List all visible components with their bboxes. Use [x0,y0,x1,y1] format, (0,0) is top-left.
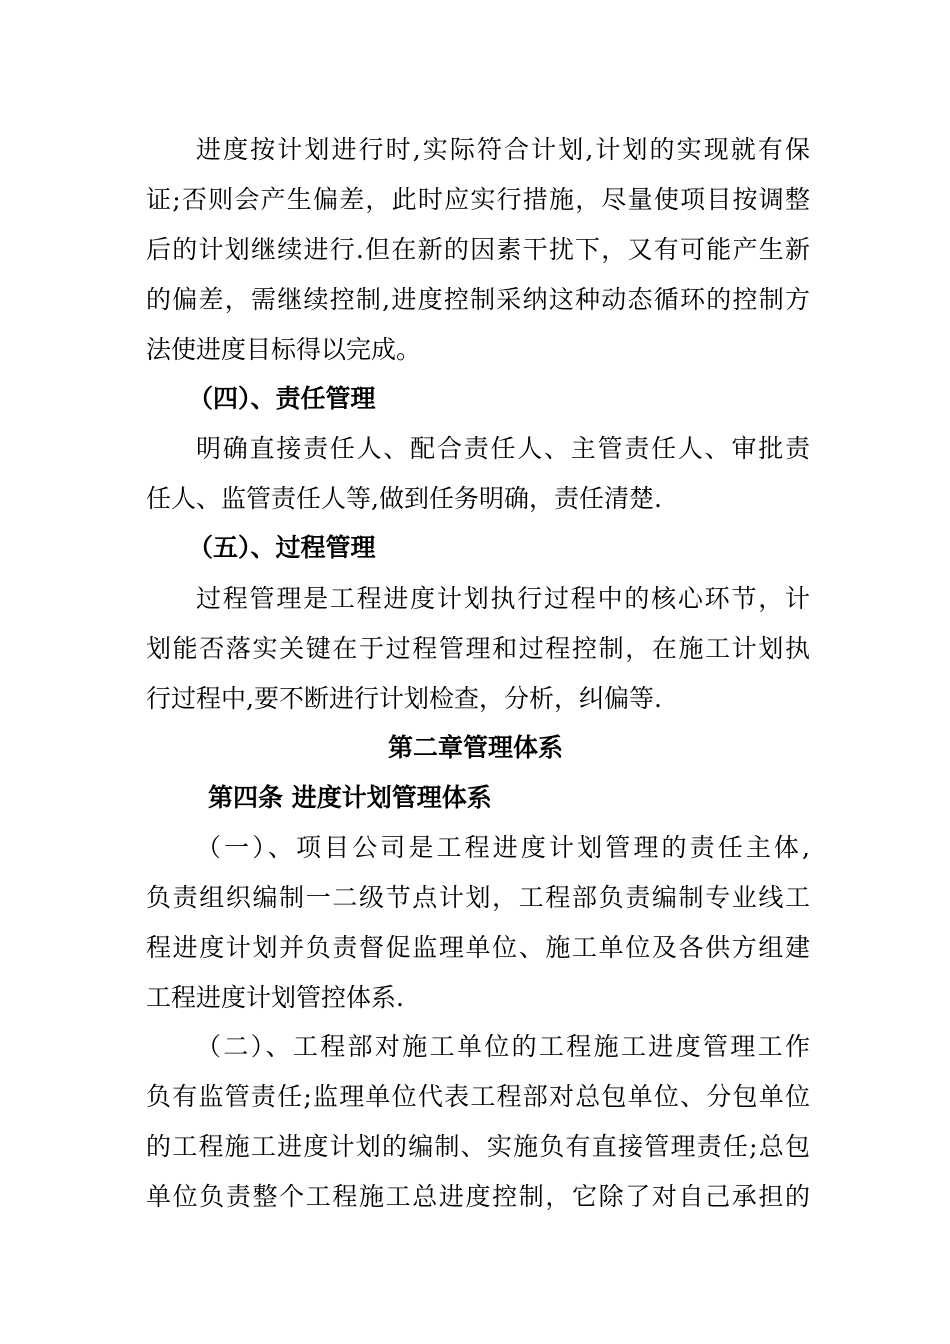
paragraph-line: 工程进度计划管控体系. [146,983,404,1012]
paragraph-line: 的偏差，需继续控制,进度控制采纳这种动态循环的控制方 [146,285,810,314]
paragraph-line: 任人、监管责任人等,做到任务明确，责任清楚. [146,484,662,513]
paragraph-line: 后的计划继续进行.但在新的因素干扰下，又有可能产生新 [146,235,810,264]
paragraph-line: 负有监管责任;监理单位代表工程部对总包单位、分包单位 [146,1082,810,1111]
paragraph-line: 的工程施工进度计划的编制、实施负有直接管理责任;总包 [146,1132,810,1161]
paragraph-line: 程进度计划并负责督促监理单位、施工单位及各供方组建 [146,933,810,962]
paragraph-line: 负责组织编制一二级节点计划，工程部负责编制专业线工 [146,883,810,912]
paragraph-line: 过程管理是工程进度计划执行过程中的核心环节，计 [196,584,810,613]
chapter-title: 第二章管理体系 [388,733,564,762]
paragraph-line: 单位负责整个工程施工总进度控制，它除了对自己承担的 [146,1182,810,1211]
paragraph-line: 行过程中,要不断进行计划检查，分析，纠偏等. [146,684,662,713]
paragraph-line: 进度按计划进行时,实际符合计划,计划的实现就有保 [196,135,810,164]
section-heading-responsibility: （四）、责任管理 [188,384,376,413]
paragraph-line: 证;否则会产生偏差，此时应实行措施，尽量使项目按调整 [146,185,810,214]
section-heading-process: （五）、过程管理 [188,533,376,562]
article-title: 第四条 进度计划管理体系 [208,783,492,812]
paragraph-line: 划能否落实关键在于过程管理和过程控制，在施工计划执 [146,634,810,663]
paragraph-line: （二）、工程部对施工单位的工程施工进度管理工作 [196,1032,810,1061]
paragraph-line: 明确直接责任人、配合责任人、主管责任人、审批责 [196,434,810,463]
paragraph-line: （一）、项目公司是工程进度计划管理的责任主体, [196,833,810,862]
paragraph-line: 法使进度目标得以完成。 [146,335,422,364]
